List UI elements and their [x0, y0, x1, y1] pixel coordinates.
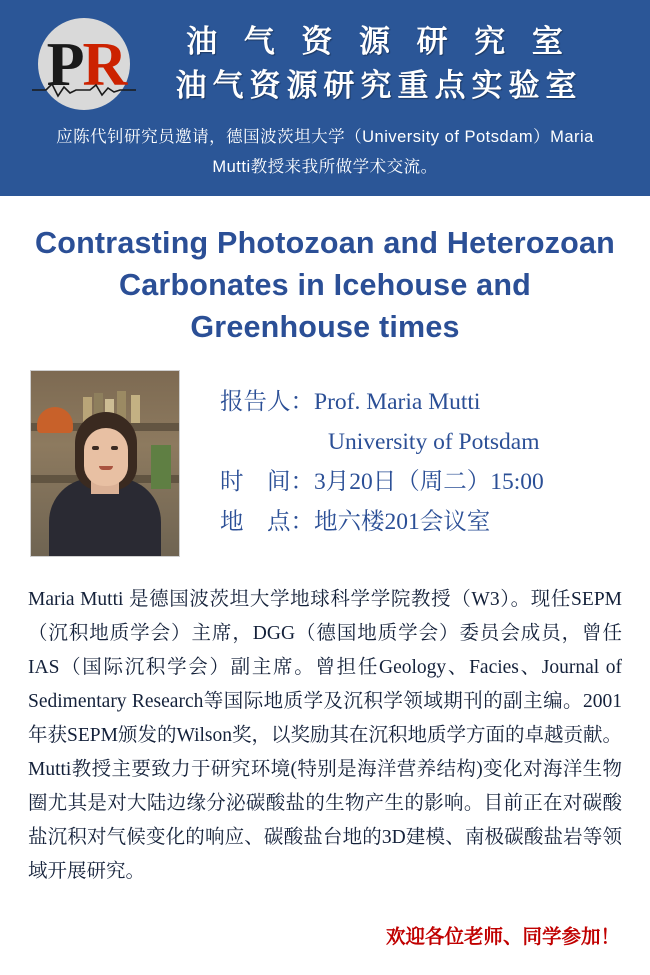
speaker-info-row	[0, 356, 650, 557]
detail-speaker-label: 报告人：	[220, 389, 314, 415]
detail-place-label: 地 点：	[220, 509, 314, 535]
banner-title-group	[144, 20, 632, 108]
seismic-wave-icon	[32, 82, 136, 98]
photo-book	[131, 395, 140, 423]
logo-letter-p: P	[46, 31, 83, 99]
detail-time-value: 3月20日（周二）15:00	[314, 469, 544, 495]
photo-mouth	[99, 466, 113, 470]
speaker-photo	[30, 370, 180, 557]
detail-speaker-name: Prof. Maria Mutti	[314, 389, 481, 415]
photo-eye	[111, 446, 118, 450]
detail-place-row	[220, 502, 650, 542]
detail-place-value: 地六楼201会议室	[314, 509, 491, 535]
footer-welcome-note: 欢迎各位老师、同学参加！	[385, 927, 620, 948]
speaker-biography: Maria Mutti 是德国波茨坦大学地球科学学院教授（W3）。现任SEPM（沉积地质学会）主席，DGG（德国地质学会）委员会成员，曾任IAS（国际沉积学会）副主席。曾担任Geology、Facies、Journal of Sedimentary Research等国际地质学及沉积学领域期刊的副主编。2001年获SEPM颁发的Wilson奖，以奖励其在沉积地质学方面的卓越贡献。Mutti教授主要致力于研究环境(特别是海洋营养结构)变化对海洋生物圈尤其是对大陆边缘分泌碳酸盐的生物产生的影响。目前正在对碳酸盐沉积对气候变化的响应、碳酸盐台地的3D建模、南极碳酸盐岩等领域开展研究。	[28, 589, 622, 882]
banner-subtitle: 应陈代钊研究员邀请，德国波茨坦大学（University of Potsdam）Maria Mutti教授来我所做学术交流。	[56, 128, 594, 176]
talk-details	[180, 370, 650, 557]
detail-time-row	[220, 462, 650, 502]
speaker-photo-wrap	[30, 370, 180, 557]
lab-logo	[26, 16, 144, 114]
banner-title-line1: 油 气 资 源 研 究 室	[186, 24, 572, 59]
banner-top-row	[18, 14, 632, 114]
logo-letter-r: R	[82, 31, 126, 99]
page-title: Contrasting Photozoan and Heterozoan Carbonates in Icehouse and Greenhouse times	[35, 226, 615, 344]
detail-time-label: 时 间：	[220, 469, 314, 495]
header-banner	[0, 0, 650, 196]
detail-affiliation: University of Potsdam	[328, 429, 540, 455]
banner-title-line2: 油气资源研究重点实验室	[175, 68, 583, 103]
photo-face	[84, 428, 128, 486]
photo-plant	[151, 445, 171, 489]
photo-eye	[92, 446, 99, 450]
detail-affiliation-row	[220, 422, 650, 462]
detail-speaker-row	[220, 382, 650, 422]
